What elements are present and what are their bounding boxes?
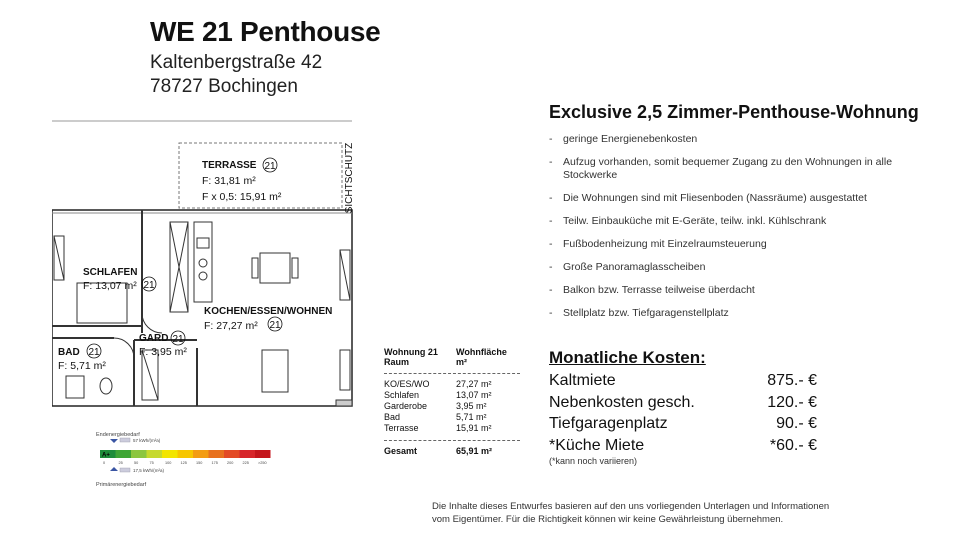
energy-bar-segment: [162, 450, 178, 458]
list-item: - Aufzug vorhanden, somit bequemer Zugang zu den Wohnungen in alle Stockwerke: [549, 156, 944, 182]
energy-bar-segment: [240, 450, 256, 458]
list-item: - Fußbodenheizung mit Einzelraumsteuerung: [549, 238, 944, 251]
total-value: 65,91 m²: [456, 446, 493, 456]
row-room: Schlafen: [384, 390, 420, 400]
energy-bottom-label: Primärenergiebedarf: [96, 482, 147, 488]
energy-bar-segment: [209, 450, 225, 458]
list-item: - Balkon bzw. Terrasse teilweise überdacht: [549, 284, 944, 297]
energy-tick-label: 50: [134, 461, 139, 465]
row-area: 15,91 m²: [456, 423, 492, 433]
energy-tick-label: 0: [103, 461, 106, 465]
schlafen-area: F: 13,07 m²: [83, 280, 137, 292]
energy-top-label: Endenergiebedarf: [96, 432, 140, 438]
cost-row: [549, 392, 817, 414]
disclaimer-line-1: Die Inhalte dieses Entwurfes basieren auf den uns vorliegenden Unterlagen und Informationen: [432, 501, 830, 512]
bad-number: 21: [88, 347, 100, 358]
cost-value: *60.- €: [769, 436, 817, 454]
energy-bar-segment: [193, 450, 209, 458]
table-row: [384, 390, 520, 401]
terrace-name: TERRASSE: [202, 160, 257, 171]
kochen-area: F: 27,27 m²: [204, 320, 258, 332]
sichtschutz-label: SICHTSCHUTZ: [344, 142, 355, 214]
list-item: - Teilw. Einbauküche mit E-Geräte, teilw. inkl. Kühlschrank: [549, 215, 944, 228]
energy-tick-label: 100: [165, 461, 172, 465]
table-total-row: [384, 446, 520, 457]
cost-label: Tiefgaragenplatz: [549, 415, 668, 432]
col-room-header: Raum: [384, 357, 410, 367]
energy-bar-segment: [147, 450, 163, 458]
bad-name: BAD: [58, 347, 80, 358]
schlafen-name: SCHLAFEN: [83, 267, 138, 278]
energy-tick-label: 25: [118, 461, 123, 465]
page-title: WE 21 Penthouse: [150, 16, 381, 47]
floor-plan: [52, 118, 362, 410]
energy-tick-label: 175: [211, 461, 218, 465]
energy-bottom-value: 17,5 kWh/(m²a): [133, 468, 165, 473]
features-list: [549, 133, 944, 330]
table-header: [384, 347, 520, 367]
cost-label: Kaltmiete: [549, 372, 616, 389]
energy-top-value: 57 kWh/(m²a): [133, 438, 161, 443]
list-item: - Stellplatz bzw. Tiefgaragenstellplatz: [549, 307, 944, 320]
energy-bar-segment: [255, 450, 271, 458]
gard-number: 21: [172, 334, 184, 345]
energy-tick-label: >250: [258, 461, 267, 465]
costs-title: Monatliche Kosten:: [549, 348, 706, 367]
row-area: 13,07 m²: [456, 390, 492, 400]
col-unit-header: m²: [456, 357, 467, 367]
cost-row: [549, 413, 817, 435]
energy-tick-label: 200: [227, 461, 234, 465]
energy-class-label: A+: [102, 452, 110, 459]
energy-bar-segment: [178, 450, 194, 458]
row-room: KO/ES/WO: [384, 379, 430, 389]
row-area: 5,71 m²: [456, 412, 487, 422]
gard-area: F: 3,95 m²: [139, 346, 187, 358]
list-item: - Die Wohnungen sind mit Fliesenboden (Nassräume) ausgestattet: [549, 192, 944, 205]
energy-bar-segment: [131, 450, 147, 458]
energy-bar-segment: [224, 450, 240, 458]
row-area: 27,27 m²: [456, 379, 492, 389]
col-apartment-header: Wohnung 21: [384, 347, 438, 357]
table-row: [384, 401, 520, 412]
schlafen-number: 21: [143, 280, 155, 291]
row-room: Terrasse: [384, 423, 419, 433]
terrace-area-half: F x 0,5: 15,91 m²: [202, 191, 282, 203]
energy-scale: [96, 428, 286, 492]
cost-row: [549, 435, 817, 457]
energy-tick-label: 75: [149, 461, 154, 465]
list-item: - Große Panoramaglasscheiben: [549, 261, 944, 274]
energy-bar-segment: [116, 450, 132, 458]
energy-tick-label: 150: [196, 461, 203, 465]
table-row: [384, 412, 520, 423]
disclaimer-line-2: vom Eigentümer. Für die Richtigkeit können wir keine Gewährleistung übernehmen.: [432, 514, 784, 525]
table-row: [384, 423, 520, 434]
cost-value: 875.- €: [767, 372, 817, 389]
row-room: Bad: [384, 412, 401, 422]
kochen-name: KOCHEN/ESSEN/WOHNEN: [204, 306, 333, 317]
col-area-header: Wohnfläche: [456, 347, 507, 357]
costs-note: (*kann noch variieren): [549, 456, 638, 466]
terrace-area: F: 31,81 m²: [202, 175, 256, 187]
cost-label: *Küche Miete: [549, 436, 645, 454]
cost-row: [549, 370, 817, 392]
row-area: 3,95 m²: [456, 401, 487, 411]
gard-name: GARD: [139, 333, 169, 344]
address-city: 78727 Bochingen: [150, 76, 298, 97]
list-item: - geringe Energienebenkosten: [549, 133, 944, 146]
rooms-table: [384, 347, 520, 457]
kochen-number: 21: [269, 320, 281, 331]
cost-label: Nebenkosten gesch.: [549, 393, 695, 411]
total-label: Gesamt: [384, 446, 418, 456]
cost-value: 120.- €: [767, 393, 817, 411]
table-row: [384, 379, 520, 390]
row-room: Garderobe: [384, 401, 428, 411]
costs-table: [549, 370, 817, 456]
bad-area: F: 5,71 m²: [58, 360, 106, 372]
disclaimer: [432, 500, 902, 526]
cost-value: 90.- €: [776, 415, 817, 432]
terrace-number: 21: [264, 161, 276, 172]
energy-tick-label: 125: [180, 461, 187, 465]
address-street: Kaltenbergstraße 42: [150, 52, 323, 73]
features-title: Exclusive 2,5 Zimmer-Penthouse-Wohnung: [549, 102, 919, 122]
energy-tick-label: 225: [242, 461, 249, 465]
